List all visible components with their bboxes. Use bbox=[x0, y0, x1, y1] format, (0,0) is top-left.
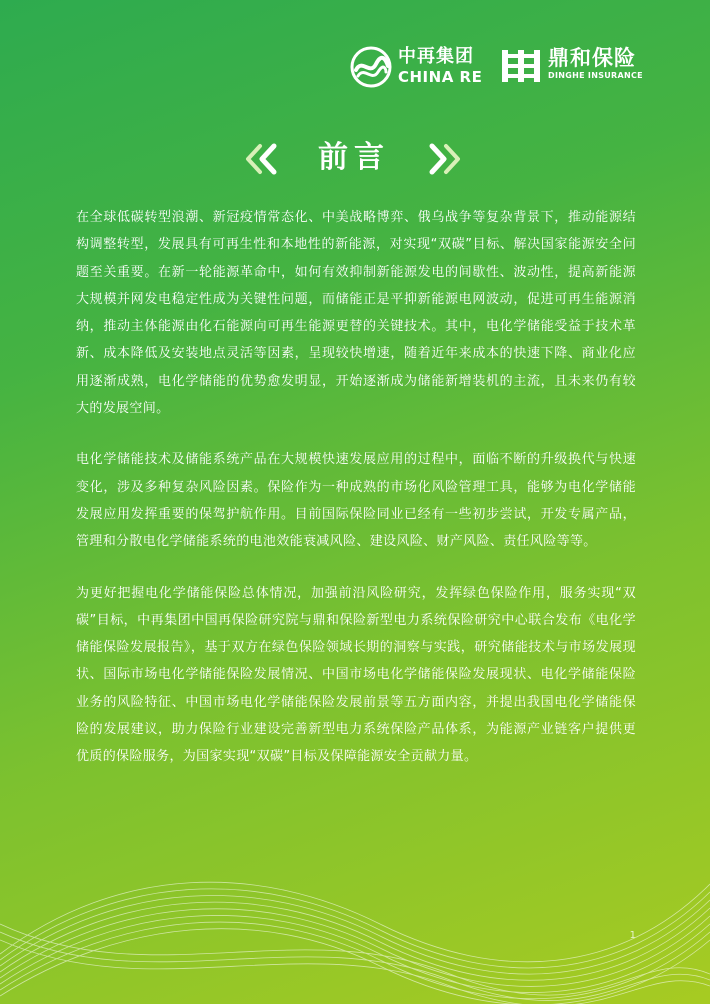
paragraph: 电化学储能技术及储能系统产品在大规模快速发展应用的过程中，面临不断的升级换代与快速变化，涉及多种复杂风险因素。保险作为一种成熟的市场化风险管理工具，能够为电化学储能发展应用发挥重要的保驾护航作用。目前国际保险同业已经有一些初步尝试，开发专属产品，管理和分散电化学储能系统的电池效能衰减风险、建设风险、财产风险、责任风险等等。 bbox=[76, 452, 636, 550]
dinghe-logo-text bbox=[548, 46, 643, 82]
paragraph: 在全球低碳转型浪潮、新冠疫情常态化、中美战略博弈、俄乌战争等复杂背景下，推动能源结构调整转型，发展具有可再生性和本地性的新能源，对实现“双碳”目标、解决国家能源安全问题至关重要。在新一轮能源革命中，如何有效抑制新能源发电的间歇性、波动性，提高新能源大规模并网发电稳定性成为关键性问题，而储能正是平抑新能源电网波动，促进可再生能源消纳，推动主体能源由化石能源向可再生能源更替的关键技术。其中，电化学储能受益于技术革新、成本降低及安装地点灵活等因素，呈现较快增速，随着近年来成本的快速下降、商业化应用逐渐成熟，电化学储能的优势愈发明显，开始逐渐成为储能新增装机的主流，且未来仍有较大的发展空间。 bbox=[76, 210, 636, 417]
china-re-logo-icon bbox=[350, 46, 392, 88]
dinghe-logo-icon bbox=[500, 46, 542, 86]
wave-decoration bbox=[0, 804, 710, 1004]
paragraph: 为更好把握电化学储能保险总体情况，加强前沿风险研究，发挥绿色保险作用，服务实现“双碳”目标，中再集团中国再保险研究院与鼎和保险新型电力系统保险研究中心联合发布《电化学储能保险发展报告》，基于双方在绿色保险领域长期的洞察与实践，研究储能技术与市场发展现状、国际市场电化学储能保险发展情况、中国市场电化学储能保险发展现状、电化学储能保险业务的风险特征、中国市场电化学储能保险发展前景等五方面内容，并提出我国电化学储能保险的发展建议，助力保险行业建设完善新型电力系统保险产品体系，为能源产业链客户提供更优质的保险服务，为国家实现“双碳”目标及保障能源安全贡献力量。 bbox=[76, 585, 636, 765]
page-number: 1 bbox=[629, 930, 636, 941]
page-title: 前言 bbox=[318, 140, 390, 175]
title-row bbox=[0, 138, 710, 182]
china-re-en: CHINA RE bbox=[398, 68, 483, 86]
double-chevron-left-icon bbox=[244, 142, 278, 176]
dinghe-cn: 鼎和保险 bbox=[548, 46, 636, 70]
dinghe-en: DINGHE INSURANCE bbox=[548, 71, 643, 80]
china-re-logo-text bbox=[398, 46, 482, 86]
body-text bbox=[76, 204, 636, 795]
china-re-cn: 中再集团 bbox=[398, 46, 474, 67]
double-chevron-right-icon bbox=[428, 142, 462, 176]
header-logos bbox=[350, 44, 650, 90]
